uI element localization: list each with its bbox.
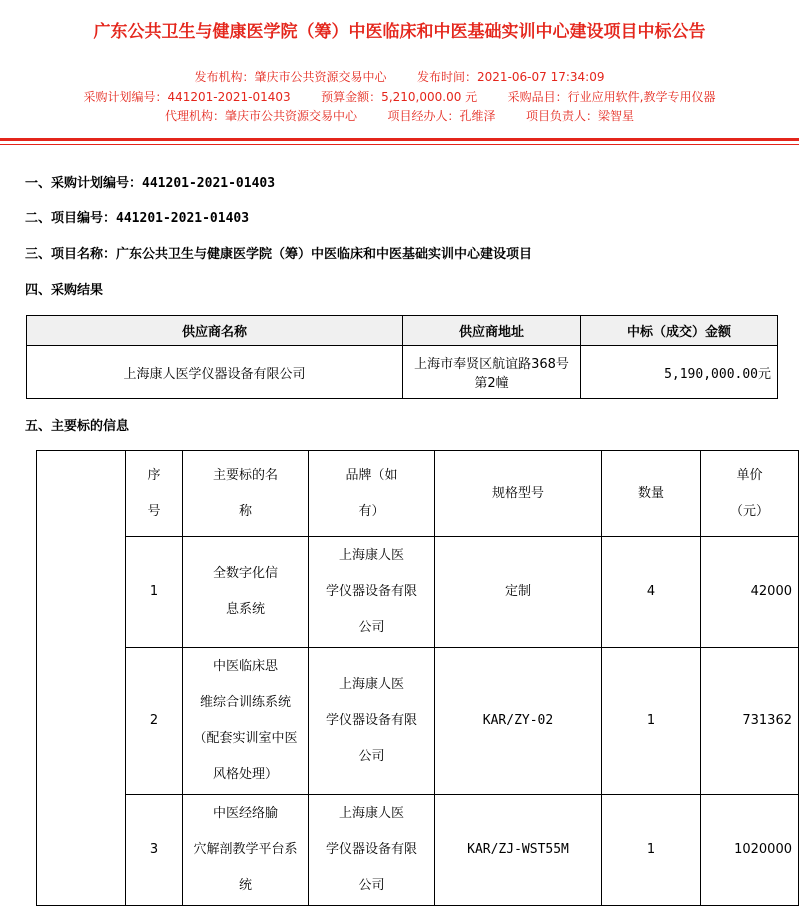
item-brand (309, 537, 435, 648)
item-name-line: 穴解剖教学平台系 (193, 842, 298, 857)
item-name-line: 风格处理） (212, 767, 278, 782)
meta-plan-info: 采购计划编号：441201-2021-01403 预算金额：5,210,000.00 元 采购品目：行业应用软件,教学专用仪器 (83, 90, 716, 104)
item-name-line: （配套实训室中医 (193, 731, 298, 746)
item-name (183, 537, 309, 648)
meta-agency-info: 代理机构：肇庆市公共资源交易中心 项目经办人：孔维泽 项目负责人：梁智星 (164, 109, 635, 123)
supplier-name: 上海康人医学仪器设备有限公司 (27, 346, 403, 399)
item-brand-line: 学仪器设备有限 (325, 584, 417, 599)
blank-left-cell (37, 451, 126, 906)
section-plan-number (25, 172, 275, 191)
item-brand (309, 648, 435, 795)
item-brand-line: 上海康人医 (338, 806, 404, 821)
item-price: 1020000 (701, 795, 799, 906)
item-name-line: 维综合训练系统 (199, 695, 291, 710)
item-name-line: 息系统 (225, 602, 265, 617)
item-brand-line: 公司 (358, 878, 385, 893)
award-amount: 5,190,000.00元 (581, 346, 778, 399)
header-supplier-address: 供应商地址 (403, 316, 581, 346)
table-row (37, 648, 799, 795)
header-text: 序 (147, 467, 161, 483)
item-brand-line: 学仪器设备有限 (325, 713, 417, 728)
item-name-line: 统 (238, 878, 252, 893)
item-spec: KAR/ZJ-WST55M (435, 795, 602, 906)
divider-thin (0, 144, 799, 145)
section-value: 441201-2021-01403 (116, 211, 250, 226)
table-header-row (37, 451, 799, 537)
section-label: 二、项目编号： (25, 211, 117, 226)
item-no: 1 (126, 537, 183, 648)
table-row (37, 537, 799, 648)
header-text: 号 (147, 503, 161, 519)
meta-publish-info: 发布机构：肇庆市公共资源交易中心 发布时间：2021-06-07 17:34:09 (194, 70, 605, 84)
item-price: 731362 (701, 648, 799, 795)
section-value: 441201-2021-01403 (142, 176, 276, 191)
header-text: 称 (238, 503, 252, 519)
header-text: （元） (729, 503, 769, 519)
section-result-heading: 四、采购结果 (25, 283, 104, 298)
item-name (183, 795, 309, 906)
item-name-line: 全数字化信 (212, 566, 278, 581)
item-qty: 4 (602, 537, 701, 648)
header-text: 主要标的名 (212, 467, 278, 483)
item-name-line: 中医经络腧 (212, 806, 278, 821)
item-brand-line: 公司 (358, 749, 385, 764)
header-award-amount: 中标（成交）金额 (581, 316, 778, 346)
header-supplier-name: 供应商名称 (27, 316, 403, 346)
items-table (36, 450, 799, 906)
result-table (26, 315, 778, 399)
item-spec: 定制 (435, 537, 602, 648)
header-spec: 规格型号 (435, 451, 602, 537)
section-project-number (25, 207, 249, 226)
item-name (183, 648, 309, 795)
item-no: 2 (126, 648, 183, 795)
header-brand (309, 451, 435, 537)
item-brand-line: 公司 (358, 620, 385, 635)
section-items-heading: 五、主要标的信息 (25, 419, 130, 434)
item-price: 42000 (701, 537, 799, 648)
address-line: 第2幢 (474, 376, 509, 391)
item-brand-line: 上海康人医 (338, 548, 404, 563)
item-no: 3 (126, 795, 183, 906)
section-label: 一、采购计划编号： (25, 176, 143, 191)
header-text: 单价 (736, 467, 763, 483)
table-header-row (27, 316, 778, 346)
table-row (37, 795, 799, 906)
header-item-name (183, 451, 309, 537)
divider-thick (0, 138, 799, 141)
header-price (701, 451, 799, 537)
header-no (126, 451, 183, 537)
section-project-name: 三、项目名称：广东公共卫生与健康医学院（筹）中医临床和中医基础实训中心建设项目 (25, 247, 533, 262)
address-line: 上海市奉贤区航谊路368号 (414, 357, 569, 372)
table-row (27, 346, 778, 399)
header-text: 品牌（如 (345, 467, 398, 483)
supplier-address (403, 346, 581, 399)
page-title: 广东公共卫生与健康医学院（筹）中医临床和中医基础实训中心建设项目中标公告 (93, 22, 706, 42)
item-qty: 1 (602, 648, 701, 795)
item-name-line: 中医临床思 (212, 659, 278, 674)
item-spec: KAR/ZY-02 (435, 648, 602, 795)
header-text: 有） (358, 503, 385, 519)
item-brand-line: 学仪器设备有限 (325, 842, 417, 857)
header-qty: 数量 (602, 451, 701, 537)
item-qty: 1 (602, 795, 701, 906)
item-brand (309, 795, 435, 906)
item-brand-line: 上海康人医 (338, 677, 404, 692)
